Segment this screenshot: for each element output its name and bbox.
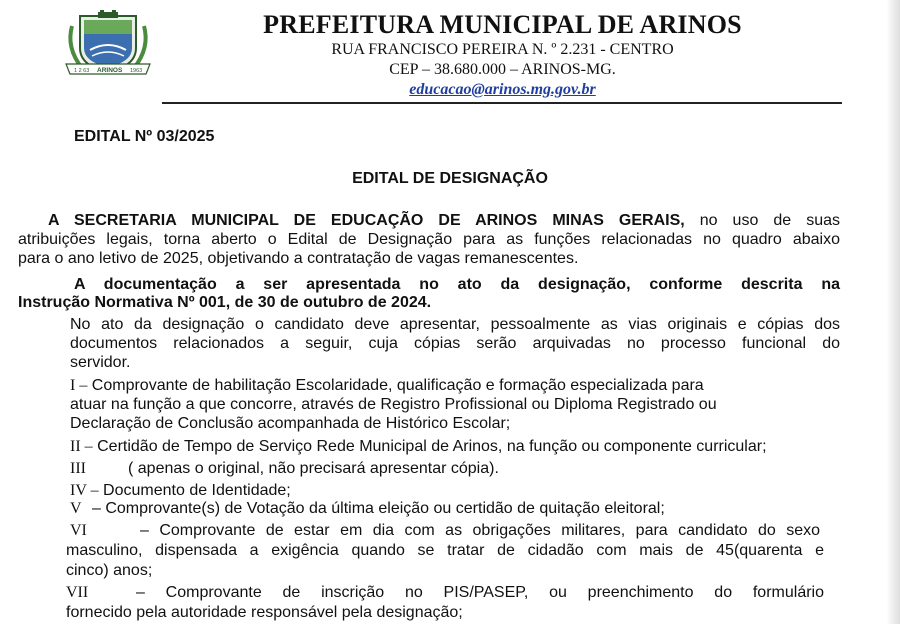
item-v-line-1 [70,500,840,518]
edital-number: EDITAL Nº 03/2025 [74,128,215,145]
doc-line-2: Instrução Normativa Nº 001, de 30 de outubro de 2024. [18,294,432,311]
header-divider [162,102,842,104]
ato-line-3: servidor. [70,354,131,371]
org-cep: CEP – 38.680.000 – ARINOS-MG. [389,61,616,78]
item-iii-line-1 [70,460,840,478]
item-v-number: V [70,500,82,517]
crest-ribbon [66,64,150,74]
item-vi-number: VI [70,522,87,539]
page-edge-shadow [886,0,900,624]
item-v-text-1: – Comprovante(s) de Votação da última eleição ou certidão de quitação eleitoral; [92,500,665,517]
item-iv-number: IV – [70,482,99,499]
item-vii-line-1 [66,584,824,602]
item-vi-text-1: – Comprovante de estar em dia com as obrigações militares, para candidato do sexo [140,522,820,539]
intro-line-2: atribuições legais, torna aberto o Edital de Designação para as funções relacionadas no quadro abaixo [18,231,840,248]
crest-ribbon-right-date: 1963 [130,68,143,74]
org-email-link[interactable]: educacao@arinos.mg.gov.br [409,81,596,98]
org-address: RUA FRANCISCO PEREIRA N. º 2.231 - CENTRO [331,41,674,58]
item-i-line-2: atuar na função a que concorre, através de Registro Profissional ou Diploma Registrado ou [70,396,717,413]
item-ii-number: II – [70,438,93,455]
item-i-line-1 [70,377,810,395]
item-ii-text-1: Certidão de Tempo de Serviço Rede Municipal de Arinos, na função ou componente curricular; [97,438,767,455]
intro-line-3: para o ano letivo de 2025, objetivando a contratação de vagas remanescentes. [18,250,579,267]
crest-shield [80,10,136,72]
item-iv-line-1 [70,482,840,500]
intro-rest: no uso de suas [684,212,841,229]
municipal-crest-logo [62,10,154,82]
item-i-line-3: Declaração de Conclusão acompanhada de Histórico Escolar; [70,415,511,432]
item-vii-number: VII [66,584,89,601]
crest-ribbon-left-date: 1 2 63 [74,68,90,74]
item-vi-line-2: masculino, dispensada a exigência quando se tratar de cidadão com mais de 45(quarenta e [66,542,824,559]
item-i-number: I – [70,377,88,394]
item-iii-number: III [70,460,86,477]
edital-title: EDITAL DE DESIGNAÇÃO [352,170,548,187]
doc-line-1: A documentação a ser apresentada no ato da designação, conforme descrita na [74,276,840,293]
item-vii-text-1: – Comprovante de inscrição no PIS/PASEP, ou preenchimento do formulário [136,584,824,601]
item-i-text-1: Comprovante de habilitação Escolaridade, qualificação e formação especializada para [91,377,704,394]
letterhead [160,10,845,100]
item-iv-text-1: Documento de Identidade; [103,482,291,499]
item-iii-text-1: ( apenas o original, não precisará apresentar cópia). [128,460,499,477]
intro-bold: A SECRETARIA MUNICIPAL DE EDUCAÇÃO DE ARINOS MINAS GERAIS, [48,212,685,229]
crest-ribbon-name: ARINOS [97,67,123,74]
item-vi-line-3: cinco) anos; [66,562,153,579]
intro-line-1 [18,212,840,230]
org-title: PREFEITURA MUNICIPAL DE ARINOS [263,10,742,39]
item-vi-line-1 [70,522,820,540]
ato-line-1: No ato da designação o candidato deve apresentar, pessoalmente as vias originais e cópias dos [70,316,840,333]
item-vii-line-2: fornecido pela autoridade responsável pela designação; [66,604,463,621]
item-ii-line-1 [70,438,850,456]
ato-line-2: documentos relacionados a seguir, cuja cópias serão arquivadas no processo funcional do [70,335,840,352]
